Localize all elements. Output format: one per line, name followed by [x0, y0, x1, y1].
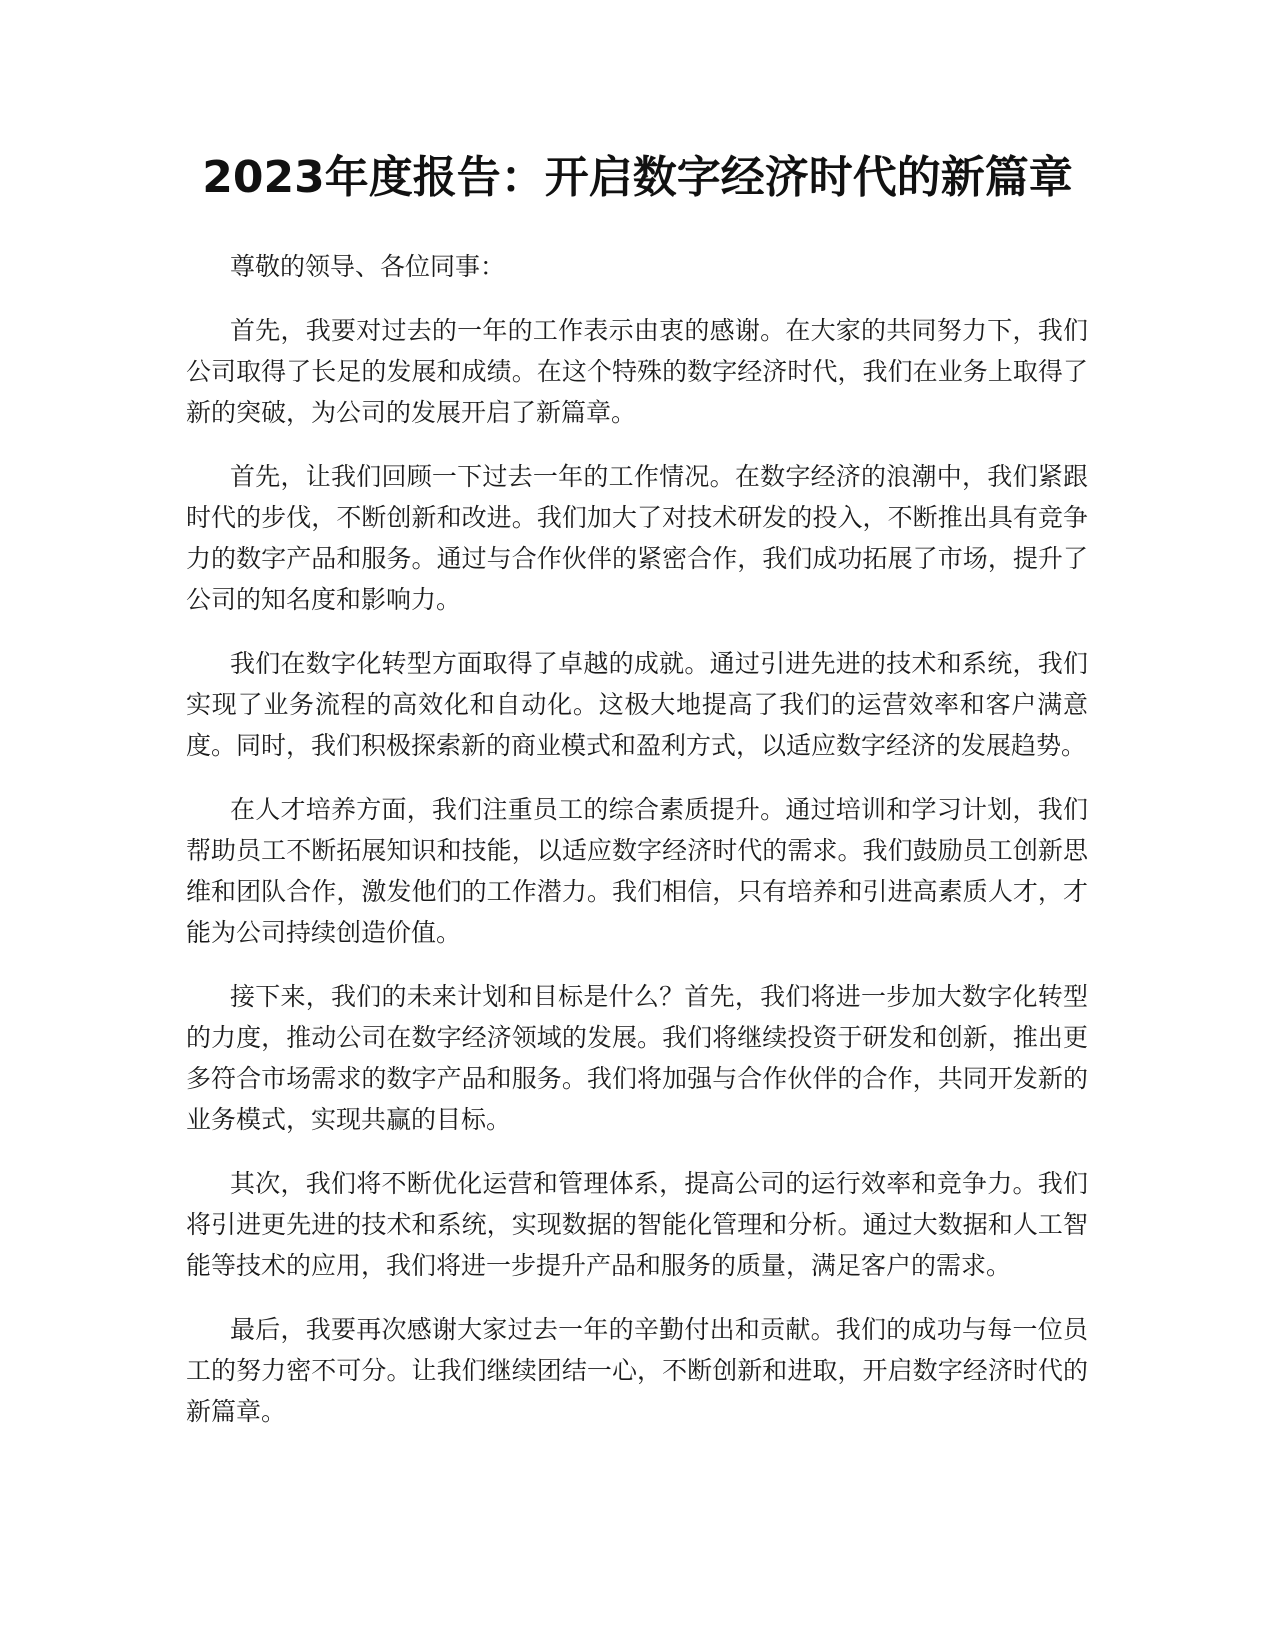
paragraph-6: 其次，我们将不断优化运营和管理体系，提高公司的运行效率和竞争力。我们将引进更先进的技术和系统，实现数据的智能化管理和分析。通过大数据和人工智能等技术的应用，我们将进一步提升产品和服务的质量，满足客户的需求。	[186, 1169, 1088, 1280]
paragraph-1: 首先，我要对过去的一年的工作表示由衷的感谢。在大家的共同努力下，我们公司取得了长足的发展和成绩。在这个特殊的数字经济时代，我们在业务上取得了新的突破，为公司的发展开启了新篇章。	[186, 316, 1088, 427]
paragraph-2: 首先，让我们回顾一下过去一年的工作情况。在数字经济的浪潮中，我们紧跟时代的步伐，不断创新和改进。我们加大了对技术研发的投入，不断推出具有竞争力的数字产品和服务。通过与合作伙伴的紧密合作，我们成功拓展了市场，提升了公司的知名度和影响力。	[186, 462, 1088, 614]
paragraph-3: 我们在数字化转型方面取得了卓越的成就。通过引进先进的技术和系统，我们实现了业务流程的高效化和自动化。这极大地提高了我们的运营效率和客户满意度。同时，我们积极探索新的商业模式和盈利方式，以适应数字经济的发展趋势。	[186, 649, 1088, 760]
salutation: 尊敬的领导、各位同事：	[230, 252, 506, 281]
paragraph-5: 接下来，我们的未来计划和目标是什么？首先，我们将进一步加大数字化转型的力度，推动公司在数字经济领域的发展。我们将继续投资于研发和创新，推出更多符合市场需求的数字产品和服务。我们将加强与合作伙伴的合作，共同开发新的业务模式，实现共赢的目标。	[186, 982, 1088, 1134]
paragraph-4: 在人才培养方面，我们注重员工的综合素质提升。通过培训和学习计划，我们帮助员工不断拓展知识和技能，以适应数字经济时代的需求。我们鼓励员工创新思维和团队合作，激发他们的工作潜力。我们相信，只有培养和引进高素质人才，才能为公司持续创造价值。	[186, 795, 1088, 947]
document-body	[186, 246, 1088, 1455]
paragraph-7: 最后，我要再次感谢大家过去一年的辛勤付出和贡献。我们的成功与每一位员工的努力密不可分。让我们继续团结一心，不断创新和进取，开启数字经济时代的新篇章。	[186, 1315, 1088, 1426]
document-title: 2023年度报告：开启数字经济时代的新篇章	[202, 152, 1073, 203]
